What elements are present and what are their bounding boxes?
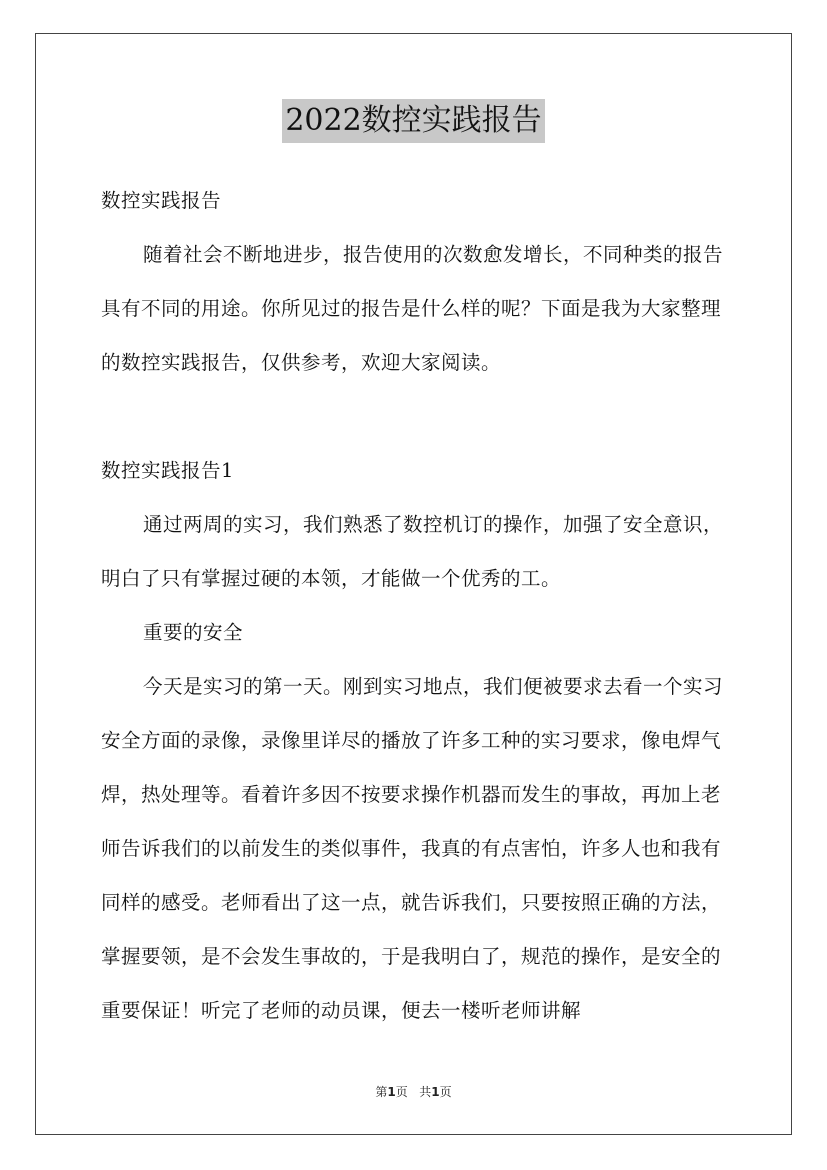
footer-page-prefix: 第 — [375, 1085, 388, 1099]
intro-paragraph: 随着社会不断地进步，报告使用的次数愈发增长，不同种类的报告具有不同的用途。你所见过的报告是什么样的呢？下面是我为大家整理的数控实践报告，仅供参考，欢迎大家阅读。 — [101, 243, 724, 374]
title-container — [0, 99, 827, 143]
footer-page-number: 1 — [387, 1085, 396, 1099]
document-body — [101, 174, 729, 1038]
page-footer — [0, 1083, 827, 1100]
subheading: 重要的安全 — [143, 621, 244, 644]
section-heading: 数控实践报告1 — [101, 459, 234, 482]
footer-total-number: 1 — [431, 1085, 440, 1099]
footer-total-prefix: 共 — [419, 1085, 432, 1099]
body-paragraph-1: 通过两周的实习，我们熟悉了数控机订的操作，加强了安全意识，明白了只有掌握过硬的本领，才能做一个优秀的工。 — [101, 513, 724, 590]
footer-page-suffix: 页 — [395, 1085, 408, 1099]
main-heading: 数控实践报告 — [101, 189, 222, 212]
body-paragraph-2: 今天是实习的第一天。刚到实习地点，我们便被要求去看一个实习安全方面的录像，录像里详尽的播放了许多工种的实习要求，像电焊气焊，热处理等。看着许多因不按要求操作机器而发生的事故，再加上老师告诉我们的以前发生的类似事件，我真的有点害怕，许多人也和我有同样的感受。老师看出了这一点，就告诉我们，只要按照正确的方法，掌握要领，是不会发生事故的，于是我明白了，规范的操作，是安全的重要保证！听完了老师的动员课，便去一楼听老师讲解 — [101, 675, 724, 1022]
document-title: 2022数控实践报告 — [282, 99, 544, 143]
spacer — [101, 390, 729, 444]
footer-total-suffix: 页 — [439, 1085, 452, 1099]
